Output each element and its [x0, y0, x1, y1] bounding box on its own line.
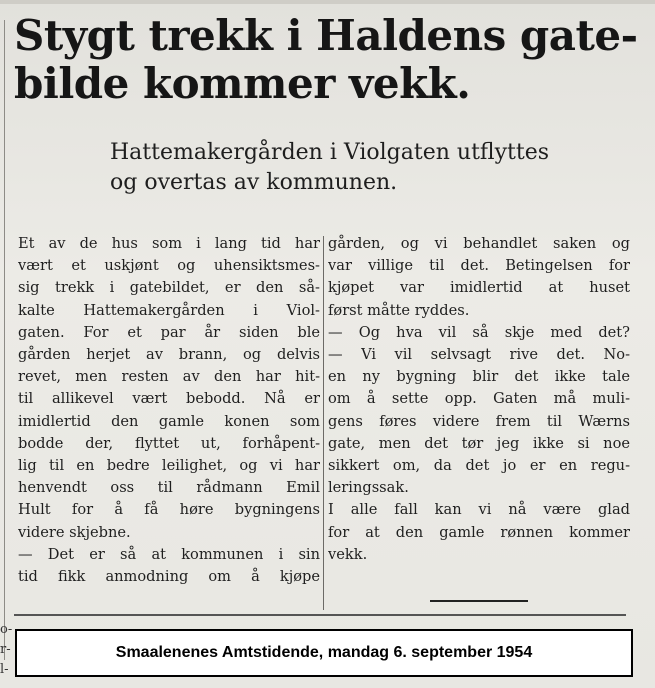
- margin-fragment: l-: [0, 662, 9, 677]
- margin-fragment: r-: [0, 642, 11, 657]
- left-margin-fragments: [0, 620, 14, 688]
- text-line: Et av de hus som i lang tid har: [18, 235, 320, 252]
- article-column-left: [18, 233, 320, 588]
- text-line: var villige til det. Betingelsen for: [328, 257, 630, 275]
- bottom-rule: [14, 614, 626, 616]
- text-line: — Og hva vil så skje med det?: [328, 323, 630, 341]
- text-line: henvendt oss til rådmann Emil: [18, 479, 320, 497]
- text-line: vekk.: [328, 545, 368, 563]
- margin-fragment: o-: [0, 622, 13, 637]
- text-line: lig til en bedre leilighet, og vi har: [18, 457, 320, 475]
- text-line: om å sette opp. Gaten må muli-: [328, 390, 630, 408]
- article-headline: [14, 12, 644, 108]
- text-line: I alle fall kan vi nå være glad: [328, 501, 630, 519]
- text-line: sikkert om, da det jo er en regu-: [328, 457, 630, 475]
- text-line: tid fikk anmodning om å kjøpe: [18, 568, 320, 586]
- text-line: gate, men det tør jeg ikke si noe: [328, 434, 630, 452]
- text-line: imidlertid den gamle konen som: [18, 412, 320, 430]
- text-line: — Det er så at kommunen i sin: [18, 545, 320, 563]
- text-line: videre skjebne.: [18, 523, 131, 541]
- text-line: — Vi vil selvsagt rive det. No-: [328, 346, 630, 364]
- text-line: gården herjet av brann, og delvis: [18, 346, 320, 364]
- clipping-top-edge: [0, 0, 655, 4]
- text-line: gens føres videre frem til Wærns: [328, 412, 630, 430]
- column-divider: [323, 236, 324, 610]
- text-line: gaten. For et par år siden ble: [18, 323, 320, 341]
- text-line: bodde der, flyttet ut, forhåpent-: [18, 434, 320, 452]
- subheadline-line: og overtas av kommunen.: [110, 170, 398, 195]
- text-line: Hult for å få høre bygningens: [18, 501, 320, 519]
- text-line: til allikevel vært bebodd. Nå er: [18, 390, 320, 408]
- text-line: først måtte ryddes.: [328, 301, 470, 319]
- source-caption-box: [15, 629, 633, 677]
- headline-line: bilde kommer vekk.: [14, 59, 471, 108]
- text-line: sig trekk i gatebildet, er den så-: [18, 279, 320, 297]
- source-caption: Smaalenenes Amtstidende, mandag 6. september 1954: [115, 644, 533, 661]
- subheadline-line: Hattemakergården i Violgaten utflyttes: [110, 140, 550, 165]
- article-subheadline: [110, 138, 640, 198]
- headline-line: Stygt trekk i Haldens gate-: [14, 11, 638, 60]
- text-line: revet, men resten av den har hit-: [18, 368, 320, 386]
- text-line: gården, og vi behandlet saken og: [328, 235, 630, 252]
- article-column-right: [328, 233, 630, 566]
- text-line: kjøpet var imidlertid at huset: [328, 279, 630, 297]
- text-line: for at den gamle rønnen kommer: [328, 523, 630, 541]
- left-column-rule: [4, 20, 5, 660]
- text-line: kalte Hattemakergården i Viol-: [18, 301, 320, 319]
- text-line: vært et uskjønt og uhensiktsmes-: [18, 257, 320, 275]
- text-line: leringssak.: [328, 479, 409, 497]
- text-line: en ny bygning blir det ikke tale: [328, 368, 630, 386]
- article-end-rule: [430, 600, 528, 602]
